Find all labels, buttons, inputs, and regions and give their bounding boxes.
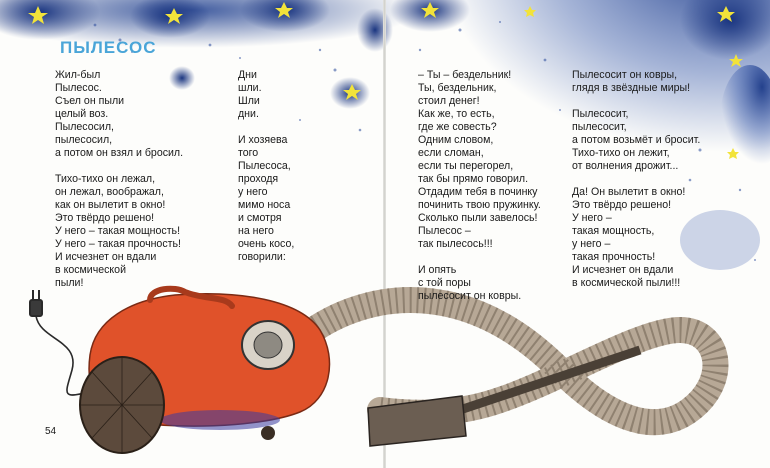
poem-line: Шли — [238, 95, 260, 107]
poem-line: если ты перегорел, — [418, 160, 514, 172]
poem-line: с той поры — [418, 277, 471, 289]
poem-line: Пылесос – — [418, 225, 471, 237]
poem-line: у него – — [572, 238, 611, 250]
poem-line: Тихо-тихо он лежит, — [572, 147, 670, 159]
stanza-gap — [572, 173, 752, 186]
poem-line: глядя в звёздные миры! — [572, 82, 691, 94]
poem-line: Дни — [238, 69, 257, 81]
poem-line: целый воз. — [55, 108, 109, 120]
poem-line: дни. — [238, 108, 259, 120]
poem-column-2 — [238, 69, 358, 264]
poem-line: Пылесос. — [55, 82, 102, 94]
poem-line: стоил денег! — [418, 95, 480, 107]
poem-line: Одним словом, — [418, 134, 494, 146]
poem-column-4 — [572, 69, 752, 290]
poem-line: Как же, то есть, — [418, 108, 495, 120]
poem-line: Пылесосил, — [55, 121, 114, 133]
poem-line: И исчезнет он вдали — [572, 264, 674, 276]
poem-line: такая прочность! — [572, 251, 656, 263]
poem-line: У него – такая мощность! — [55, 225, 181, 237]
poem-line: И исчезнет он вдали — [55, 251, 157, 263]
poem-line: мимо носа — [238, 199, 291, 211]
poem-column-1 — [55, 69, 225, 290]
poem-line: Да! Он вылетит в окно! — [572, 186, 686, 198]
poem-line: Тихо-тихо он лежал, — [55, 173, 156, 185]
poem-line: так пылесось!!! — [418, 238, 493, 250]
poem-line: Ты, бездельник, — [418, 82, 497, 94]
poem-line: Пылесосит, — [572, 108, 629, 120]
poem-line: пыли! — [55, 277, 84, 289]
poem-line: И опять — [418, 264, 457, 276]
poem-line: починить твою пружинку. — [418, 199, 541, 211]
poem-line: шли. — [238, 82, 262, 94]
poem-line: а потом он взял и бросил. — [55, 147, 184, 159]
poem-line: пылесосит, — [572, 121, 627, 133]
poem-line: на него — [238, 225, 274, 237]
poem-line: Это твёрдо решено! — [572, 199, 672, 211]
poem-line: И хозяева — [238, 134, 288, 146]
poem-line: как он вылетит в окно! — [55, 199, 166, 211]
poem-line: Пылесоса, — [238, 160, 291, 172]
poem-title: ПЫЛЕСОС — [60, 38, 157, 57]
poem-line: проходя — [238, 173, 279, 185]
stanza-gap — [418, 251, 568, 264]
poem-line: от волнения дрожит... — [572, 160, 679, 172]
stanza-gap — [55, 160, 225, 173]
stanza-gap — [572, 95, 752, 108]
poem-line: в космической пыли!!! — [572, 277, 681, 289]
poem-line: очень косо, — [238, 238, 295, 250]
poem-line: говорили: — [238, 251, 286, 263]
poem-line: Съел он пыли — [55, 95, 125, 107]
poem-line: Это твёрдо решено! — [55, 212, 155, 224]
poem-line: – Ты – бездельник! — [418, 69, 512, 81]
page-number: 54 — [45, 426, 57, 437]
poem-line: пылесосил, — [55, 134, 113, 146]
poem-line: он лежал, воображал, — [55, 186, 164, 198]
poem-line: так бы прямо говорил. — [418, 173, 529, 185]
poem-line: У него – такая прочность! — [55, 238, 181, 250]
poem-column-3 — [418, 69, 568, 303]
poem-line: в космической — [55, 264, 126, 276]
poem-line: у него — [238, 186, 268, 198]
poem-line: такая мощность, — [572, 225, 655, 237]
poem-line: где же совесть? — [418, 121, 497, 133]
stanza-gap — [238, 121, 358, 134]
poem-line: Сколько пыли завелось! — [418, 212, 538, 224]
poem-line: если сломан, — [418, 147, 484, 159]
poem-line: У него – — [572, 212, 612, 224]
plug-icon — [30, 290, 88, 395]
poem-line: Жил-был — [55, 69, 101, 81]
poem-line: Пылесосит он ковры, — [572, 69, 678, 81]
poem-line: и смотря — [238, 212, 282, 224]
poem-line: пылесосит он ковры. — [418, 290, 522, 302]
poem-line: того — [238, 147, 259, 159]
poem-line: Отдадим тебя в починку — [418, 186, 538, 198]
poem-line: а потом возьмёт и бросит. — [572, 134, 701, 146]
